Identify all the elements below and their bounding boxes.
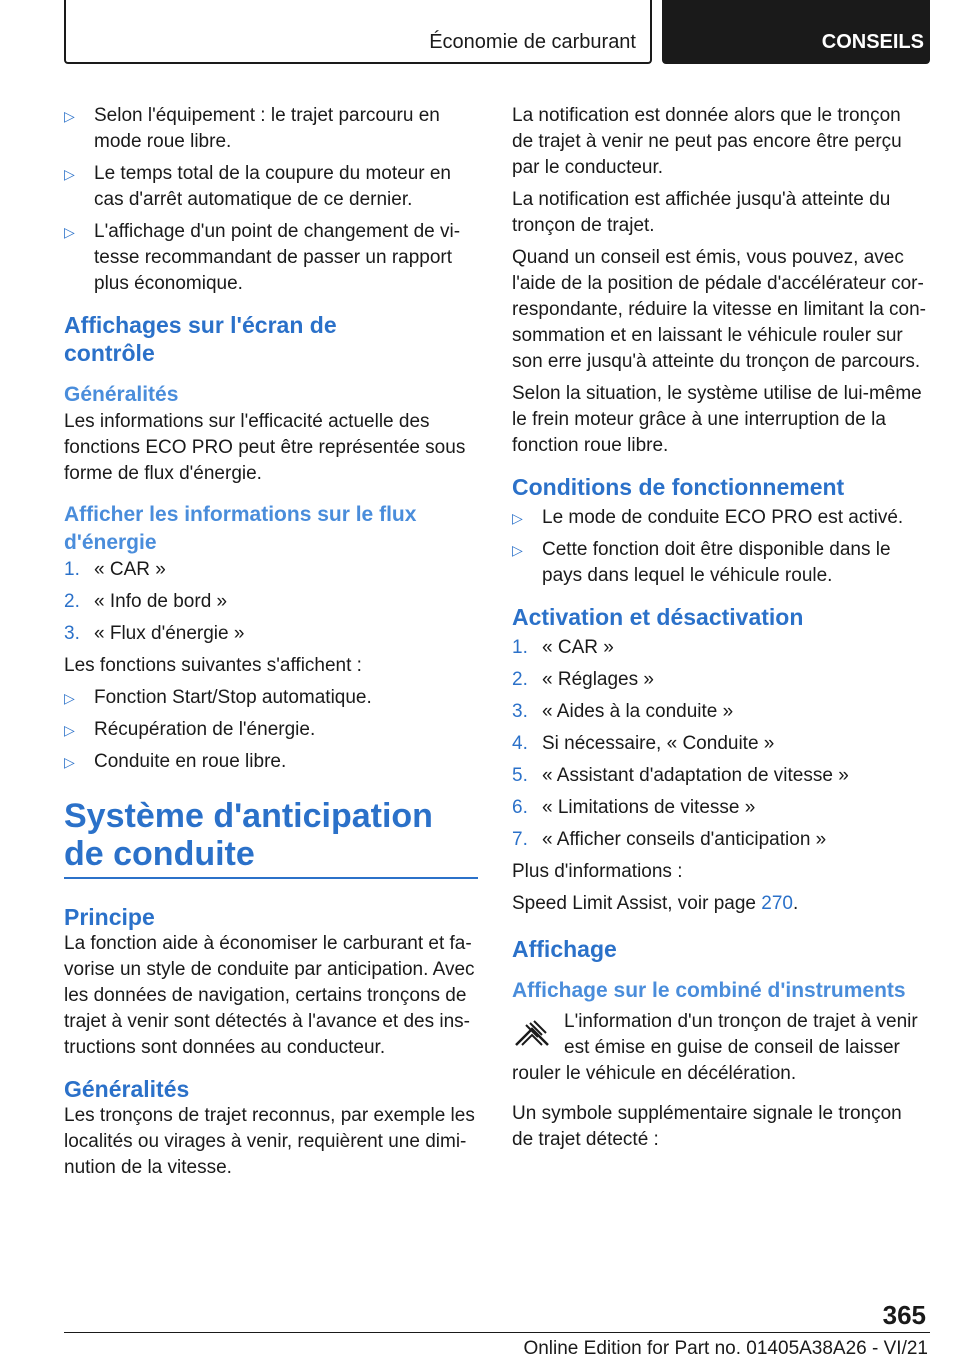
paragraph: Les fonctions suivantes s'affichent :	[64, 655, 362, 676]
info-note	[512, 1009, 926, 1087]
triangle-bullet-icon: ▷	[512, 510, 523, 526]
paragraph: Les tronçons de trajet reconnus, par exemple les localités ou virages à venir, requièrent une dimi-nution de la vitesse.	[64, 1105, 475, 1178]
paragraph: La notification est affichée jusqu'à atteinte du tronçon de trajet.	[512, 189, 891, 236]
heading-generalites: Généralités	[64, 383, 179, 406]
heading-principe: Principe	[64, 904, 155, 930]
heading-generalites-2: Généralités	[64, 1076, 190, 1102]
triangle-bullet-icon: ▷	[64, 224, 75, 240]
chapter-heading-wrap	[64, 797, 478, 879]
right-column	[512, 103, 926, 1159]
road-narrowing-icon	[512, 1015, 552, 1055]
page-reference-link[interactable]: 270	[761, 893, 793, 914]
list-item: ▷ Récupération de l'énergie.	[64, 717, 478, 743]
note-text: L'information d'un tronçon de trajet à venir est émise en guise de conseil de laisser	[564, 1011, 918, 1058]
list-item: ▷ Conduite en roue libre.	[64, 749, 478, 775]
list-item: 6. « Limitations de vitesse »	[512, 797, 756, 818]
triangle-bullet-icon: ▷	[64, 722, 75, 738]
note-text-cont: rouler le véhicule en décélération.	[512, 1063, 797, 1084]
heading-affichage: Affichage	[512, 936, 617, 962]
paragraph: Un symbole supplémentaire signale le tronçon de trajet détecté :	[512, 1103, 902, 1150]
triangle-bullet-icon: ▷	[64, 108, 75, 124]
chapter-tab[interactable]: CONSEILS	[662, 0, 930, 64]
paragraph: La fonction aide à économiser le carburant et fa-vorise un style de conduite par anticipation. Avec les données de navigation, certains tronçons de trajet à venir sont détectés à l'avance et des ins-tructions sont données au conducteur.	[64, 933, 475, 1058]
steps-list	[64, 557, 478, 647]
list-item: 1. « CAR »	[64, 559, 166, 580]
triangle-bullet-icon: ▷	[512, 542, 523, 558]
triangle-bullet-icon: ▷	[64, 166, 75, 182]
section-title: Économie de carburant	[429, 31, 636, 53]
page-number: 365	[882, 1300, 926, 1330]
bullet-list-top	[64, 103, 478, 297]
list-item: ▷ Le mode de conduite ECO PRO est activé.	[512, 505, 926, 531]
heading-activation: Activation et désactivation	[512, 604, 804, 630]
list-item: 3. « Flux d'énergie »	[64, 623, 245, 644]
heading-affichages: Affichages sur l'écran de contrôle	[64, 312, 337, 366]
list-item: ▷ Selon l'équipement : le trajet parcouru en mode roue libre.	[64, 105, 440, 152]
paragraph-speed-limit: Speed Limit Assist, voir page 270.	[512, 893, 799, 914]
list-item: 2. « Réglages »	[512, 669, 654, 690]
list-item: 4. Si nécessaire, « Conduite »	[512, 733, 775, 754]
list-item: 1. « CAR »	[512, 637, 614, 658]
paragraph: Quand un conseil est émis, vous pouvez, avec l'aide de la position de pédale d'accélérateur cor-respondante, réduire la vitesse en limitant la con-sommation et en laissant le véhicule rouler sur son erre jusqu'à atteinte du tronçon de parcours.	[512, 247, 927, 372]
list-item: ▷ Le temps total de la coupure du moteur en cas d'arrêt automatique de ce dernier.	[64, 163, 452, 210]
triangle-bullet-icon: ▷	[64, 690, 75, 706]
bullet-list-fonctions	[64, 685, 478, 775]
page-header	[64, 0, 930, 66]
list-item: ▷ Fonction Start/Stop automatique.	[64, 685, 478, 711]
list-item: 3. « Aides à la conduite »	[512, 701, 734, 722]
steps-list-activation	[512, 635, 926, 853]
heading-systeme-anticipation: Système d'anticipation de conduite	[64, 797, 433, 873]
heading-affichage-combine: Affichage sur le combiné d'instruments	[512, 979, 906, 1002]
paragraph: La notification est donnée alors que le tronçon de trajet à venir ne peut pas encore être perçu par le conducteur.	[512, 105, 902, 178]
footer-divider	[64, 1332, 930, 1333]
list-item: 7. « Afficher conseils d'anticipation »	[512, 829, 827, 850]
paragraph: Les informations sur l'efficacité actuelle des fonctions ECO PRO peut être représentée sous forme de flux d'énergie.	[64, 411, 466, 484]
heading-conditions: Conditions de fonctionnement	[512, 474, 845, 500]
list-item: ▷ Cette fonction doit être disponible dans le pays dans lequel le véhicule roule.	[512, 539, 891, 586]
heading-afficher-flux: Afficher les informations sur le flux d'énergie	[64, 503, 417, 554]
list-item: 2. « Info de bord »	[64, 591, 228, 612]
paragraph: Selon la situation, le système utilise de lui-même le frein moteur grâce à une interruption de la fonction roue libre.	[512, 383, 922, 456]
list-item: 5. « Assistant d'adaptation de vitesse »	[512, 765, 849, 786]
triangle-bullet-icon: ▷	[64, 754, 75, 770]
bullet-list-conditions	[512, 505, 926, 589]
paragraph: Plus d'informations :	[512, 861, 683, 882]
list-item: ▷ L'affichage d'un point de changement de vi-tesse recommandant de passer un rapport plus économique.	[64, 221, 461, 294]
section-box	[64, 0, 652, 64]
edition-footer: Online Edition for Part no. 01405A38A26 - VI/21	[523, 1338, 928, 1359]
left-column	[64, 103, 478, 1187]
